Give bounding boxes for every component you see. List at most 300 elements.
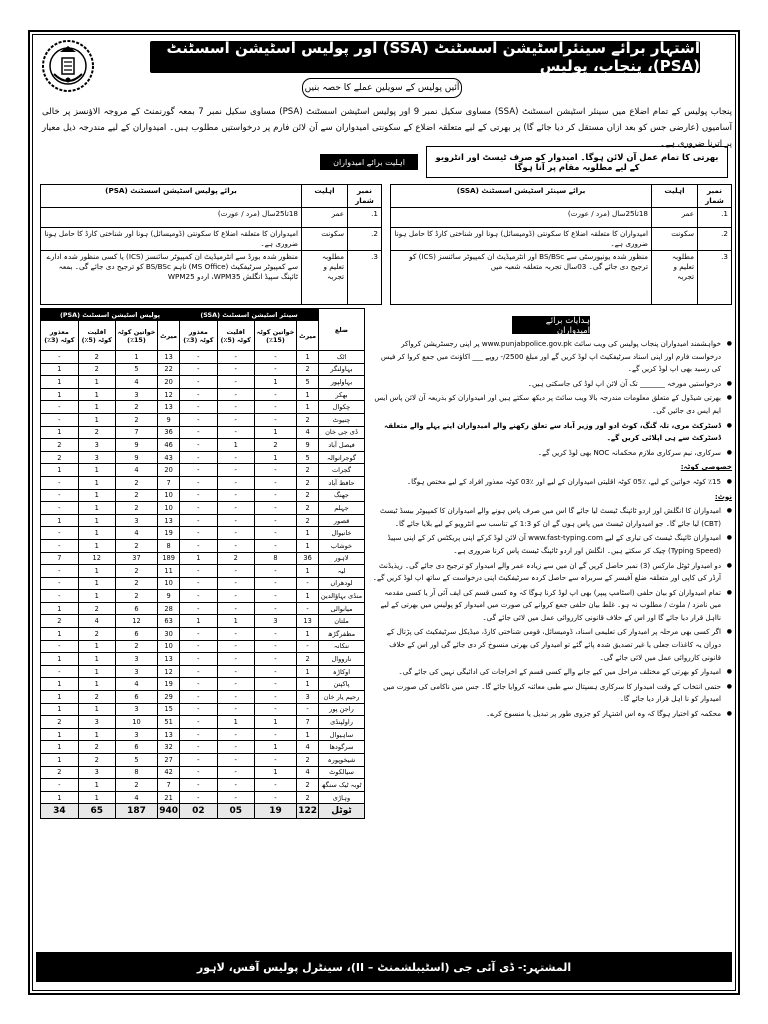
table-row: [41, 615, 365, 628]
table-cell: 1: [297, 628, 319, 641]
column-header: برائے پولیس اسٹیشن اسسٹنٹ (PSA): [41, 185, 302, 208]
table-cell: 1: [41, 728, 79, 741]
table-cell: -: [180, 363, 218, 376]
table-cell: 2.: [698, 228, 732, 251]
table-row: [41, 401, 365, 414]
table-cell: 1.: [348, 208, 382, 228]
table-cell: 20: [158, 464, 180, 477]
table-cell: -: [180, 502, 218, 515]
table-cell: 3: [115, 653, 157, 666]
table-cell: -: [41, 665, 79, 678]
table-cell: 1: [41, 628, 79, 641]
table-cell: 1: [254, 741, 296, 754]
instructions-list: [372, 338, 732, 723]
table-header-row: [41, 321, 365, 351]
table-cell: 63: [158, 615, 180, 628]
table-cell: 1: [41, 703, 79, 716]
punjab-police-emblem-icon: [38, 38, 98, 94]
total-cell: 122: [297, 804, 319, 819]
table-cell: مطلوبہ تعلیم و تجربہ: [302, 251, 348, 305]
instruction-item: ● محکمہ کو اختیار ہوگا کہ وہ اس اشتہار کو جزوی طور پر تبدیل یا منسوخ کرے۔: [372, 708, 732, 721]
table-cell: 1: [297, 728, 319, 741]
table-cell: 27: [158, 754, 180, 767]
table-cell: -: [41, 590, 79, 603]
table-cell: -: [254, 413, 296, 426]
table-cell: -: [217, 628, 254, 641]
table-cell: 7: [158, 779, 180, 792]
table-cell: -: [180, 728, 218, 741]
table-cell: امیدواران کا متعلقہ اضلاع کا سکونتی (ڈومیسائل) ہونا اور شناختی کارڈ کا حامل ہونا ضروری ہے۔: [41, 228, 302, 251]
table-cell: -: [180, 678, 218, 691]
table-cell: -: [41, 539, 79, 552]
table-cell: 1: [41, 754, 79, 767]
table-cell: -: [254, 791, 296, 804]
table-cell: 1: [254, 716, 296, 729]
table-row: [41, 413, 365, 426]
table-cell: -: [217, 728, 254, 741]
table-cell: 32: [158, 741, 180, 754]
table-cell: 51: [158, 716, 180, 729]
table-cell: 4: [115, 791, 157, 804]
table-cell: -: [254, 728, 296, 741]
instruction-item: ● ڈسٹرکٹ مری، تلہ گنگ، کوٹ ادو اور وزیر آباد سے تعلق رکھنے والے امیدواران اپنے پہلے والے متعلقہ ڈسٹرکٹ سے ہی اپلائی کریں گے۔: [372, 420, 732, 445]
table-row: [41, 779, 365, 792]
district-cell: اٹک: [319, 351, 365, 364]
table-row: [41, 628, 365, 641]
ssa-eligibility-table: [390, 184, 732, 305]
psa-group-header: پولیس اسٹیشن اسسٹنٹ (PSA): [41, 309, 180, 321]
table-cell: -: [217, 401, 254, 414]
table-cell: -: [180, 464, 218, 477]
column-header: اقلیت کوٹہ (5٪): [78, 321, 115, 351]
column-header: میرٹ: [158, 321, 180, 351]
table-cell: -: [254, 363, 296, 376]
table-cell: 1: [297, 351, 319, 364]
table-cell: -: [254, 401, 296, 414]
table-cell: 2: [41, 439, 79, 452]
table-row: [41, 653, 365, 666]
table-cell: -: [217, 351, 254, 364]
table-cell: 3: [115, 703, 157, 716]
table-row: [41, 464, 365, 477]
district-cell: لیہ: [319, 565, 365, 578]
table-cell: منظور شدہ یونیورسٹی سے BS/BSc اور انٹرمیڈیٹ ان کمپیوٹر سائنسز (ICS) کو ترجیح دی جائے گی۔ 03سال تجربہ متعلقہ شعبہ میں: [391, 251, 652, 305]
district-cell: بہاولپور: [319, 376, 365, 389]
table-cell: -: [41, 502, 79, 515]
table-cell: 13: [158, 653, 180, 666]
table-cell: 13: [297, 615, 319, 628]
advertisement-title: اشتہار برائے سینئراسٹیشن اسسٹنٹ (SSA) اور پولیس اسٹیشن اسسٹنٹ (PSA)، پنجاب، پولیس: [150, 41, 700, 73]
table-cell: 19: [158, 527, 180, 540]
table-cell: 5: [297, 376, 319, 389]
table-cell: 2: [41, 451, 79, 464]
table-cell: 2: [115, 577, 157, 590]
table-cell: -: [180, 691, 218, 704]
instruction-subheading: نوٹ:: [714, 491, 732, 501]
table-cell: 2: [41, 716, 79, 729]
column-header: معذور کوٹہ (3٪): [41, 321, 79, 351]
table-cell: 1: [41, 602, 79, 615]
table-cell: -: [254, 691, 296, 704]
table-cell: 1: [254, 426, 296, 439]
district-cell: رحیم یار خان: [319, 691, 365, 704]
table-cell: 1: [78, 779, 115, 792]
district-cell: لاہور: [319, 552, 365, 565]
table-cell: -: [217, 539, 254, 552]
table-cell: -: [254, 464, 296, 477]
table-cell: 1: [217, 439, 254, 452]
psa-eligibility-table: [40, 184, 382, 305]
table-cell: -: [217, 665, 254, 678]
table-row: [41, 754, 365, 767]
table-cell: -: [217, 791, 254, 804]
district-cell: خوشاب: [319, 539, 365, 552]
table-cell: -: [180, 413, 218, 426]
table-cell: 4: [297, 741, 319, 754]
district-cell: گجرات: [319, 464, 365, 477]
table-cell: 3: [297, 691, 319, 704]
table-cell: 3: [254, 615, 296, 628]
subtitle-banner: آئیں پولیس کے سویلین عملے کا حصہ بنیں: [302, 78, 462, 98]
table-cell: 2: [297, 464, 319, 477]
table-cell: -: [254, 489, 296, 502]
table-cell: -: [41, 351, 79, 364]
table-row: [41, 716, 365, 729]
eligibility-heading: اہلیت برائے امیدواران: [320, 154, 418, 170]
table-cell: -: [180, 351, 218, 364]
district-cell: بہاولنگر: [319, 363, 365, 376]
table-row: [41, 351, 365, 364]
district-cell: وہاڑی: [319, 791, 365, 804]
online-process-note: بھرتی کا تمام عمل آن لائن ہوگا۔ امیدوار کو صرف ٹیسٹ اور انٹرویو کے لیے مطلوبہ مقام پر آنا ہوگا: [426, 146, 728, 178]
district-cell: ڈی جی خان: [319, 426, 365, 439]
table-cell: -: [254, 678, 296, 691]
table-cell: -: [217, 640, 254, 653]
table-cell: -: [217, 565, 254, 578]
table-cell: 2: [297, 653, 319, 666]
table-cell: 36: [297, 552, 319, 565]
table-cell: 4: [115, 527, 157, 540]
table-cell: -: [217, 653, 254, 666]
table-cell: 3: [115, 665, 157, 678]
table-cell: 2: [115, 502, 157, 515]
table-cell: 1: [254, 376, 296, 389]
table-cell: 1: [78, 728, 115, 741]
table-cell: -: [41, 413, 79, 426]
district-cell: راولپنڈی: [319, 716, 365, 729]
table-cell: 1: [41, 653, 79, 666]
table-row: [41, 502, 365, 515]
table-cell: عمر: [652, 208, 698, 228]
column-header: معذور کوٹہ (3٪): [180, 321, 218, 351]
table-cell: 5: [115, 754, 157, 767]
table-cell: -: [180, 741, 218, 754]
table-cell: 8: [115, 766, 157, 779]
instruction-item: ● تمام امیدواران کو بیان حلفی (اسٹامپ پیپر) بھی اپ لوڈ کرنا ہوگا کہ وہ کسی قسم کی ایف آئی آر یا کسی مقدمہ میں نامزد / ملوث / مطلوب نہ ہو۔ غلط بیان حلفی جمع کروانے کی صورت میں امیدوار کو پولیس میں بھرتی کے لیے نااہل قرار دیا جائے گا اور اس کے خلاف قانونی کارروائی عمل میں لائی جائے گی۔: [372, 587, 732, 625]
instruction-item: ● خواہشمند امیدواران پنجاب پولیس کی ویب سائٹ www.punjabpolice.gov.pk پر اپنی رجسٹریشن کرواکر درخواست فارم اور اپنی اسناد سرٹیفکیٹ اپ لوڈ کریں گے اور مبلغ 2500/- روپے ___ اکاؤنٹ میں جمع کروا کر فیس کی رسید بھی اپ لوڈ کریں گے۔: [372, 338, 732, 376]
table-cell: 1: [297, 565, 319, 578]
district-cell: لودھراں: [319, 577, 365, 590]
district-cell: گوجرانوالہ: [319, 451, 365, 464]
table-cell: 1: [41, 514, 79, 527]
table-cell: 1: [78, 640, 115, 653]
intro-paragraph: پنجاب پولیس کے تمام اضلاع میں سینئر اسٹیشن اسسٹنٹ (SSA) مساوی سکیل نمبر 9 اور پولیس اسٹیشن اسسٹنٹ (PSA) مساوی سکیل نمبر 7 بمعہ گورنمنٹ کے مروجہ الاؤنسز پر خالی آسامیوں (عارضی جس کو بعد ازاں مستقل کر دیا جائے گا) پر بھرتی کے لیے متعلقہ اضلاع کے سکونتی امیدواران سے آن لائن فارم پر درخواستیں مطلوب ہیں۔ امیدواران کے لیے مندرجہ ذیل معیار پر اترنا ضروری ہے۔: [42, 107, 732, 149]
table-cell: 4: [297, 766, 319, 779]
table-cell: 2: [115, 401, 157, 414]
table-cell: 1: [78, 590, 115, 603]
table-cell: 1: [297, 388, 319, 401]
table-cell: 1: [78, 413, 115, 426]
table-cell: 2: [115, 565, 157, 578]
column-header: خواتین کوٹہ (15٪): [115, 321, 157, 351]
district-cell: جہلم: [319, 502, 365, 515]
total-cell: 187: [115, 804, 157, 819]
column-header: اقلیت کوٹہ (5٪): [217, 321, 254, 351]
table-cell: 1: [254, 451, 296, 464]
table-cell: -: [180, 665, 218, 678]
table-cell: 1: [41, 741, 79, 754]
table-cell: 1: [78, 502, 115, 515]
table-cell: -: [180, 791, 218, 804]
table-row: [41, 439, 365, 452]
table-cell: 20: [158, 376, 180, 389]
table-cell: -: [41, 527, 79, 540]
table-cell: 12: [158, 388, 180, 401]
table-cell: 6: [115, 628, 157, 641]
table-cell: 4: [115, 376, 157, 389]
table-cell: -: [297, 577, 319, 590]
table-cell: -: [217, 426, 254, 439]
table-cell: 5: [297, 451, 319, 464]
table-cell: 1: [78, 577, 115, 590]
instruction-item: ● درخواستیں مورخہ _______ تک آن لائن اپ لوڈ کی جاسکتی ہیں۔: [372, 378, 732, 391]
table-row: [41, 251, 382, 305]
table-row: [41, 388, 365, 401]
table-row: [41, 728, 365, 741]
table-row: [41, 476, 365, 489]
table-cell: منظور شدہ بورڈ سے انٹرمیڈیٹ ان کمپیوٹر سائنسز (ICS) یا کسی منظور شدہ ادارے سے کمپیوٹر سرٹیفکیٹ (MS Office) تاہم BS/BSc کو ترجیح دی جائے گی۔ بمعہ ٹائپنگ سپیڈ انگلش WPM35، اردو WPM25: [41, 251, 302, 305]
table-cell: 1: [297, 678, 319, 691]
table-cell: 1: [78, 489, 115, 502]
table-cell: 6: [115, 602, 157, 615]
table-cell: -: [180, 779, 218, 792]
table-cell: 42: [158, 766, 180, 779]
table-cell: -: [254, 351, 296, 364]
table-cell: -: [180, 539, 218, 552]
table-cell: 3: [115, 514, 157, 527]
table-cell: -: [41, 401, 79, 414]
table-cell: -: [217, 779, 254, 792]
table-row: [41, 703, 365, 716]
table-row: [41, 590, 365, 603]
table-cell: -: [180, 754, 218, 767]
table-cell: 5: [115, 363, 157, 376]
district-cell: ٹوبہ ٹیک سنگھ: [319, 779, 365, 792]
table-cell: -: [180, 703, 218, 716]
table-cell: 28: [158, 602, 180, 615]
table-cell: 1: [78, 653, 115, 666]
total-cell: 34: [41, 804, 79, 819]
table-cell: -: [254, 653, 296, 666]
table-row: [41, 527, 365, 540]
table-cell: 2: [41, 766, 79, 779]
table-cell: -: [180, 640, 218, 653]
table-cell: 4: [78, 615, 115, 628]
table-cell: 1: [78, 791, 115, 804]
table-cell: 3: [78, 716, 115, 729]
table-cell: 4: [115, 678, 157, 691]
table-cell: 2: [115, 539, 157, 552]
total-cell: 02: [180, 804, 218, 819]
district-cell: خانیوال: [319, 527, 365, 540]
table-cell: 1: [78, 514, 115, 527]
table-cell: 1: [78, 565, 115, 578]
table-cell: 10: [158, 502, 180, 515]
table-cell: 1: [78, 539, 115, 552]
table-cell: 12: [78, 552, 115, 565]
total-row: [41, 804, 365, 819]
table-cell: 2: [297, 514, 319, 527]
table-cell: -: [180, 514, 218, 527]
table-cell: -: [254, 640, 296, 653]
table-cell: -: [180, 577, 218, 590]
table-cell: 189: [158, 552, 180, 565]
table-cell: 21: [158, 791, 180, 804]
table-cell: 3.: [348, 251, 382, 305]
column-header: میرٹ: [297, 321, 319, 351]
table-row: [41, 640, 365, 653]
table-cell: 1: [41, 678, 79, 691]
table-cell: 1: [217, 615, 254, 628]
total-cell: 19: [254, 804, 296, 819]
table-cell: 2: [297, 754, 319, 767]
table-cell: 2: [115, 590, 157, 603]
table-cell: 4: [297, 426, 319, 439]
table-cell: مطلوبہ تعلیم و تجربہ: [652, 251, 698, 305]
table-cell: 1: [217, 716, 254, 729]
table-cell: 2: [297, 502, 319, 515]
table-cell: -: [297, 602, 319, 615]
district-posts-table: [40, 308, 365, 819]
table-cell: 9: [158, 590, 180, 603]
district-cell: قصور: [319, 514, 365, 527]
table-cell: 8: [158, 539, 180, 552]
table-cell: 1: [41, 691, 79, 704]
instruction-item: ● امیدواران کا انگلش اور اردو ٹائپنگ ٹیسٹ لیا جائے گا اس میں صرف پاس ہونے والے امیدواران کا کمپیوٹر بیسڈ ٹیسٹ (CBT) لیا جائے گا۔ جو امیدواران ٹیسٹ میں پاس ہوں گے ان کو 1:3 کے تناسب سے انٹرویو کے لیے بلایا جائے گا۔: [372, 505, 732, 530]
table-cell: -: [254, 565, 296, 578]
table-row: [41, 539, 365, 552]
table-cell: -: [41, 640, 79, 653]
district-cell: شیخوپورہ: [319, 754, 365, 767]
table-cell: -: [297, 640, 319, 653]
table-cell: 2: [115, 640, 157, 653]
instruction-item: ● سرکاری، نیم سرکاری ملازم محکمانہ NOC بھی لوڈ کریں گے۔: [372, 447, 732, 460]
table-cell: 1: [297, 539, 319, 552]
table-cell: -: [254, 514, 296, 527]
table-row: [41, 376, 365, 389]
table-cell: 1: [180, 552, 218, 565]
table-cell: -: [217, 602, 254, 615]
table-cell: 2: [254, 439, 296, 452]
instruction-item: ● دو امیدوار ٹوٹل مارکس (3) نمبر حاصل کریں گے ان میں سے زیادہ عمر والے امیدوار کو ترجیح دی جائے گی۔ ریذیڈنٹ آرڈر کی کاپی اور متعلقہ ضلع آفیسر کے سربراہ سے حاصل کردہ سرٹیفکیٹ اپنی درخواست کے ساتھ اپ لوڈ کریں گے۔: [372, 560, 732, 585]
table-cell: -: [41, 779, 79, 792]
district-cell: چنیوٹ: [319, 413, 365, 426]
table-cell: 2: [297, 489, 319, 502]
table-cell: -: [180, 527, 218, 540]
table-cell: -: [180, 388, 218, 401]
table-cell: -: [254, 665, 296, 678]
table-row: [41, 665, 365, 678]
table-row: [41, 602, 365, 615]
table-cell: 13: [158, 351, 180, 364]
district-cell: میانوالی: [319, 602, 365, 615]
table-cell: 1: [78, 527, 115, 540]
table-cell: -: [254, 388, 296, 401]
table-cell: 12: [158, 665, 180, 678]
column-header: نمبر شمار: [348, 185, 382, 208]
table-row: [41, 451, 365, 464]
table-cell: 2: [78, 363, 115, 376]
table-cell: -: [254, 779, 296, 792]
table-cell: 36: [158, 426, 180, 439]
table-cell: سکونت: [302, 228, 348, 251]
table-cell: 3.: [698, 251, 732, 305]
table-cell: 2: [297, 476, 319, 489]
table-row: [41, 678, 365, 691]
table-row: [41, 208, 382, 228]
table-header-row: [41, 185, 382, 208]
total-cell: 940: [158, 804, 180, 819]
table-cell: 1: [78, 703, 115, 716]
table-cell: 4: [115, 464, 157, 477]
district-cell: چکوال: [319, 401, 365, 414]
table-cell: 3: [115, 728, 157, 741]
table-row: [41, 791, 365, 804]
table-cell: 1: [41, 388, 79, 401]
table-cell: -: [217, 741, 254, 754]
table-row: [41, 426, 365, 439]
table-cell: 13: [158, 514, 180, 527]
total-cell: 05: [217, 804, 254, 819]
table-cell: -: [41, 565, 79, 578]
ssa-group-header: سینئر اسٹیشن اسسٹنٹ (SSA): [180, 309, 319, 321]
district-cell: حافظ آباد: [319, 476, 365, 489]
table-cell: -: [254, 628, 296, 641]
district-cell: سرگودھا: [319, 741, 365, 754]
instruction-item: ● حتمی انتخاب کے وقت امیدوار کا سرکاری ہسپتال سے طبی معائنہ کروایا جائے گا۔ جس میں ناکامی کی صورت میں امیدوار کو نا اہل قرار دیا جائے گا۔: [372, 681, 732, 706]
table-cell: 2: [115, 476, 157, 489]
table-cell: -: [217, 703, 254, 716]
table-cell: -: [217, 363, 254, 376]
table-cell: 2: [78, 691, 115, 704]
table-cell: 1: [297, 590, 319, 603]
table-cell: 1: [297, 527, 319, 540]
table-cell: -: [217, 766, 254, 779]
table-cell: -: [217, 388, 254, 401]
table-cell: 22: [158, 363, 180, 376]
table-cell: 6: [115, 691, 157, 704]
table-cell: 2: [78, 741, 115, 754]
table-row: [391, 208, 732, 228]
table-cell: 2: [115, 779, 157, 792]
table-cell: -: [180, 489, 218, 502]
column-header: برائے سینئر اسٹیشن اسسٹنٹ (SSA): [391, 185, 652, 208]
table-header-row: [41, 309, 365, 321]
table-cell: -: [297, 703, 319, 716]
table-cell: 1: [78, 464, 115, 477]
table-cell: 2: [41, 615, 79, 628]
table-cell: 1: [115, 351, 157, 364]
